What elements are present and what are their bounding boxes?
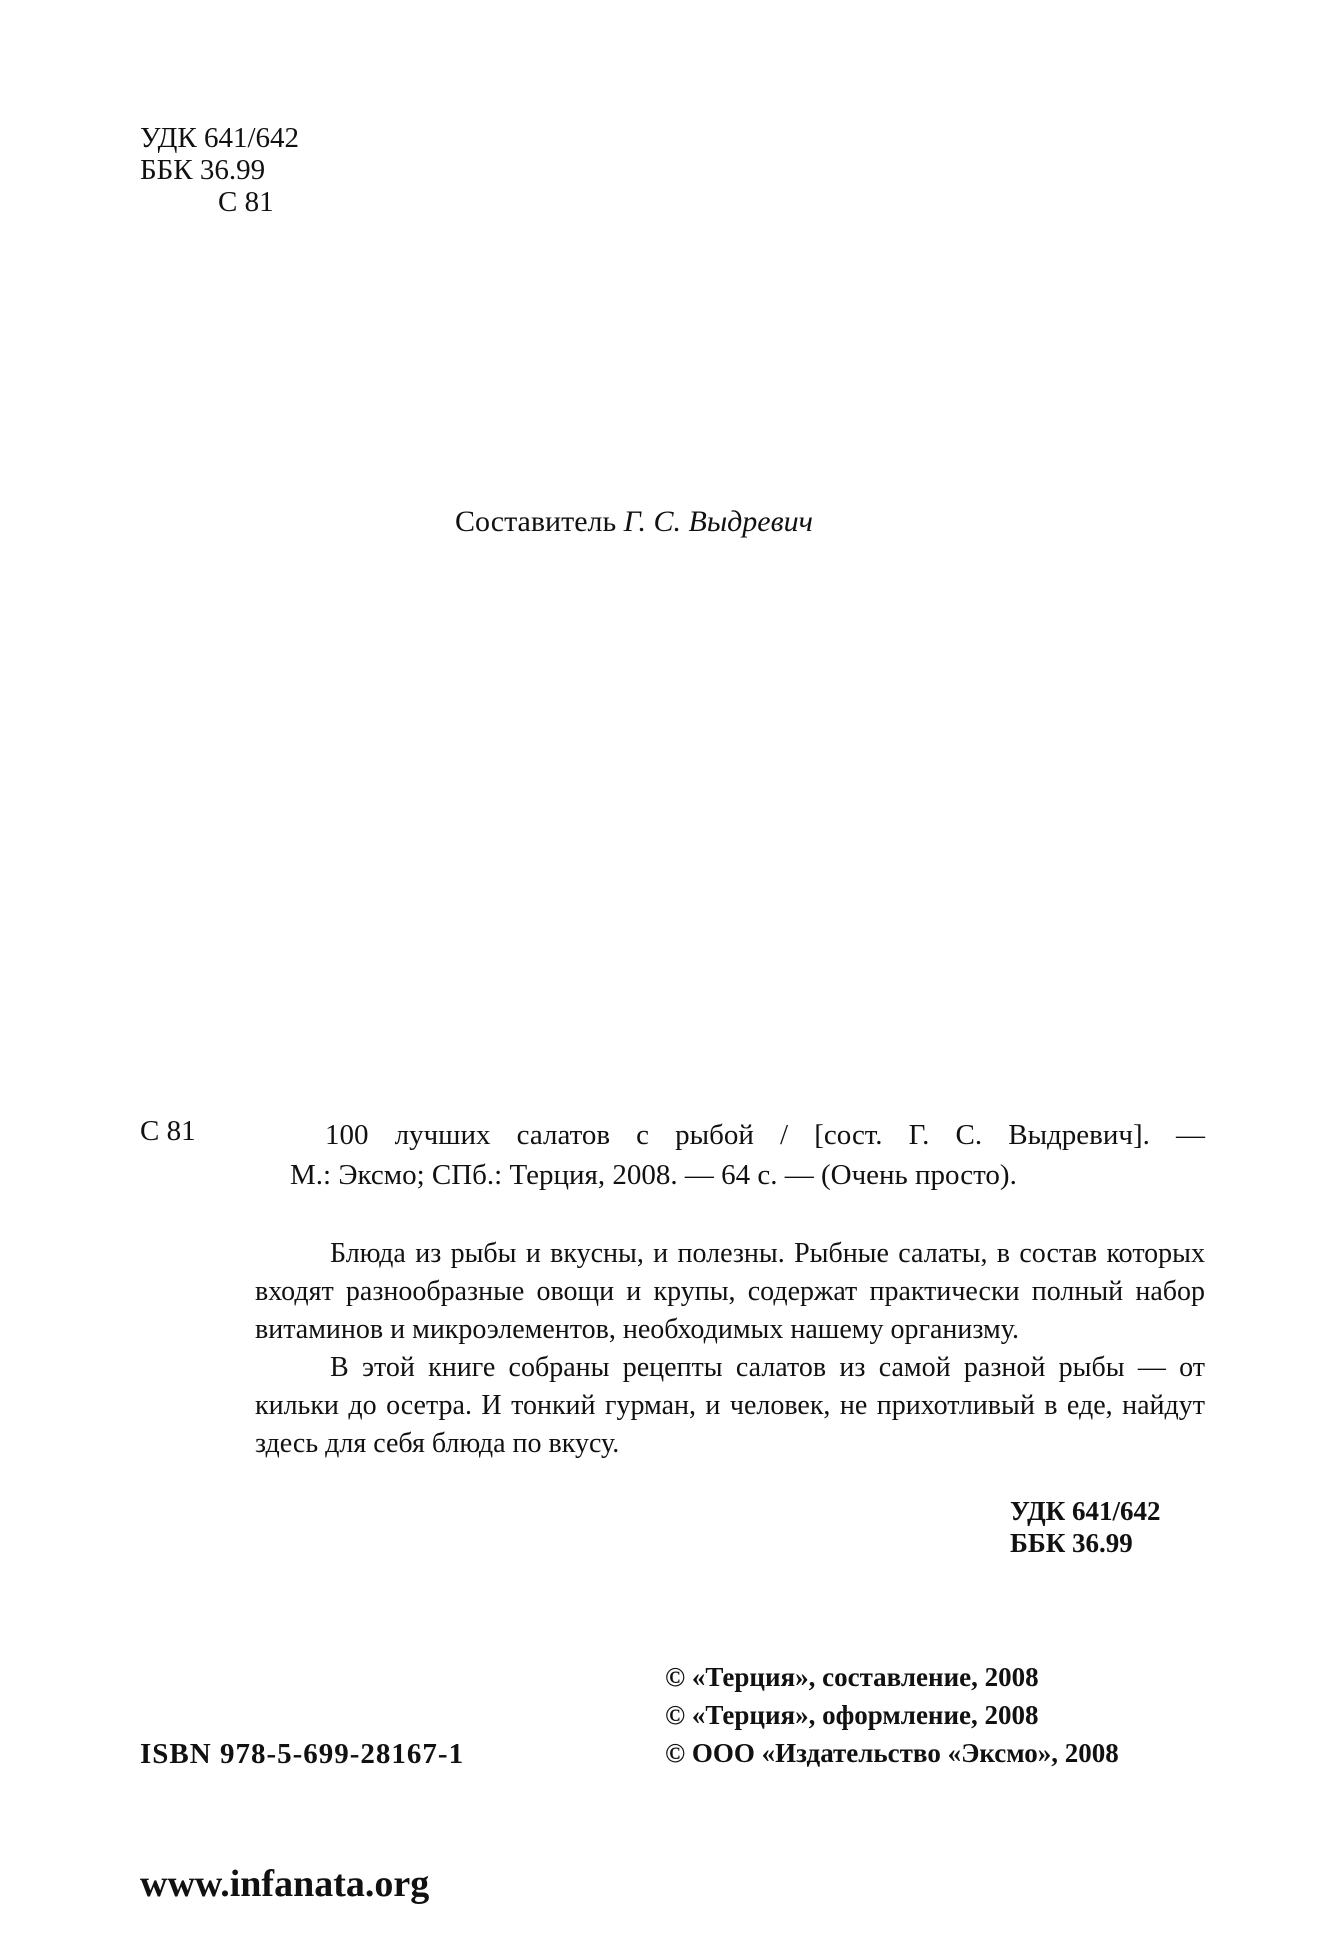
copyright-line: © «Терция», оформление, 2008 [665, 1700, 1039, 1730]
bibliographic-code: С 81 [140, 1115, 196, 1147]
copyright-line: © ООО «Издательство «Эксмо», 2008 [665, 1738, 1119, 1768]
compiler-name: Г. С. Выдревич [623, 505, 813, 538]
copyright-line: © «Терция», составление, 2008 [665, 1662, 1039, 1692]
annotation-paragraph-1: Блюда из рыбы и вкусны, и полезны. Рыбные салаты, в состав которых входят разнообразные овощи и крупы, содержат практически полный набор витаминов и микроэлементов, необходимых нашему организму. [255, 1238, 1205, 1345]
website-link[interactable]: www.infanata.org [140, 1863, 430, 1905]
bbk-code: ББК 36.99 [140, 154, 266, 186]
udk-code: УДК 641/642 [140, 122, 300, 154]
bibliographic-description [290, 1115, 1205, 1195]
annotation-paragraph-2: В этой книге собраны рецепты салатов из самой разной рыбы — от кильки до осетра. И тонкий гурман, и человек, не прихотливый в еде, найдут здесь для себя блюда по вкусу. [255, 1352, 1205, 1459]
compiler-label: Составитель [455, 505, 617, 538]
copyright-block [665, 1658, 1119, 1772]
classification-udk: УДК 641/642 [1010, 1496, 1161, 1526]
annotation [255, 1235, 1205, 1463]
classification-bbk: ББК 36.99 [1010, 1528, 1133, 1558]
compiler-line [455, 505, 813, 539]
classification-codes [1010, 1495, 1161, 1559]
header-codes [140, 122, 299, 218]
author-mark: С 81 [218, 186, 274, 218]
bibliographic-line-1: 100 лучших салатов с рыбой / [сост. Г. С. Выдревич]. — [325, 1119, 1205, 1151]
bibliographic-line-2: М.: Эксмо; СПб.: Терция, 2008. — 64 с. — (Очень просто). [290, 1159, 1017, 1191]
isbn: ISBN 978-5-699-28167-1 [140, 1738, 465, 1770]
